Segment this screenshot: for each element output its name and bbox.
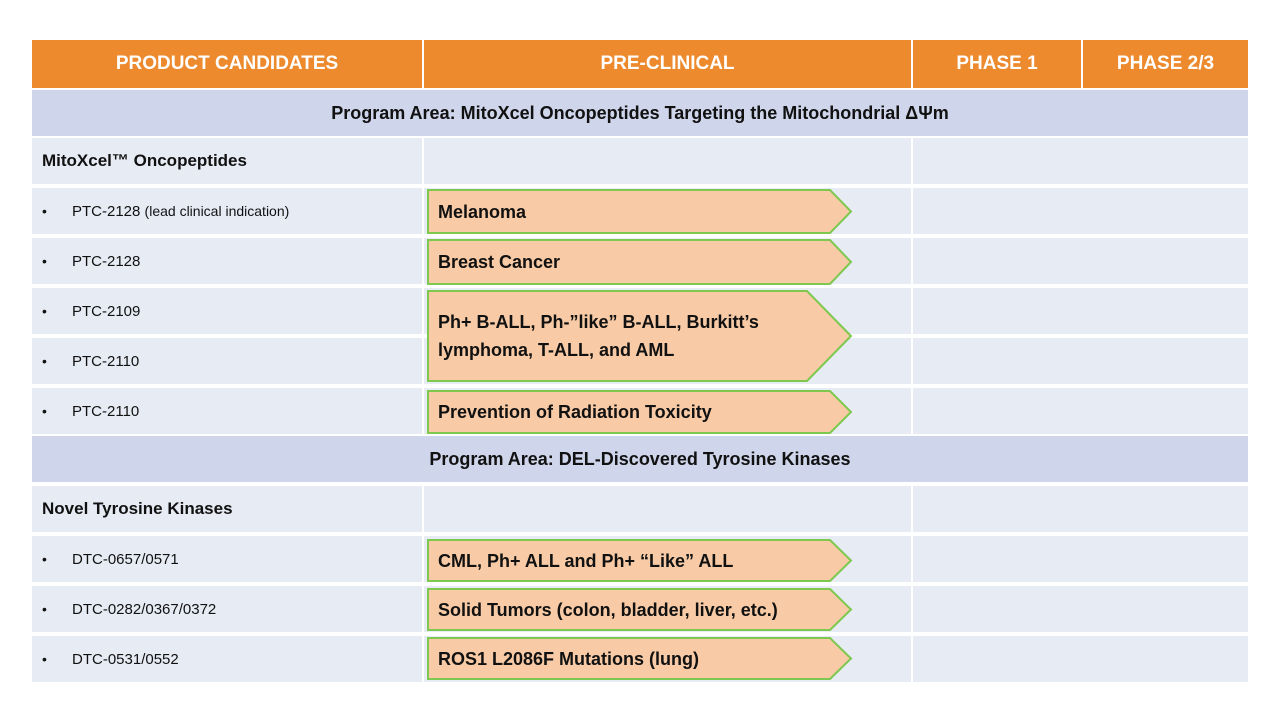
candidate-cell (32, 238, 424, 286)
indication-label: Melanoma (438, 201, 527, 222)
candidate-cell (32, 388, 424, 436)
indication-arrow-melanoma (427, 189, 853, 234)
candidate-cell (32, 288, 424, 336)
bullet-icon: • (42, 203, 47, 219)
candidate-item (42, 601, 216, 618)
phase-cell (913, 338, 1248, 386)
candidate-item (42, 353, 139, 370)
group-label-mitoxcel: MitoXcel™ Oncopeptides (42, 151, 247, 170)
candidate-name: PTC-2110 (72, 402, 140, 420)
candidate-name: DTC-0657/0571 (72, 550, 179, 568)
phase-cell (913, 138, 1248, 186)
candidate-name: PTC-2109 (72, 302, 141, 320)
phase-cell (913, 486, 1248, 534)
candidate-item (42, 403, 139, 420)
phase-cell (913, 188, 1248, 236)
bullet-icon: • (42, 551, 47, 567)
bullet-icon: • (42, 253, 47, 269)
indication-arrow-solid-tumors (427, 588, 853, 631)
candidate-item (42, 253, 140, 270)
candidate-note: (lead clinical indication) (144, 203, 290, 219)
bullet-icon: • (42, 353, 47, 369)
indication-label: Solid Tumors (colon, bladder, liver, etc.) (438, 599, 778, 620)
pre-clinical-cell (424, 486, 913, 534)
header-product-candidates: PRODUCT CANDIDATES (32, 40, 424, 88)
candidate-item (42, 651, 179, 668)
candidate-name: DTC-0531/0552 (72, 650, 179, 668)
indication-arrow-ros1 (427, 637, 853, 680)
candidate-name: PTC-2110 (72, 352, 140, 370)
program-area-1-title: Program Area: MitoXcel Oncopeptides Targeting the Mitochondrial ΔΨm (331, 102, 949, 123)
header-phase-2-3: PHASE 2/3 (1083, 40, 1248, 88)
candidate-cell (32, 586, 424, 634)
phase-cell (913, 388, 1248, 436)
program-area-2-title: Program Area: DEL-Discovered Tyrosine Kinases (429, 448, 851, 469)
candidate-item (42, 551, 179, 568)
bullet-icon: • (42, 651, 47, 667)
bullet-icon: • (42, 403, 47, 419)
group-label-cell (32, 138, 424, 186)
indication-label: CML, Ph+ ALL and Ph+ “Like” ALL (438, 550, 734, 571)
program-area-2-band (32, 436, 1248, 484)
indication-label: Ph+ B-ALL, Ph-”like” B-ALL, Burkitt’s lymphoma, T-ALL, and AML (438, 312, 759, 360)
pre-clinical-cell (424, 138, 913, 186)
candidate-item (42, 303, 140, 320)
group-label-cell (32, 486, 424, 534)
table-row (32, 138, 1248, 186)
table-row (32, 486, 1248, 534)
phase-cell (913, 238, 1248, 286)
phase-cell (913, 586, 1248, 634)
header-phase-1: PHASE 1 (913, 40, 1083, 88)
candidate-name: PTC-2128 (72, 202, 141, 220)
candidate-name: DTC-0282/0367/0372 (72, 600, 217, 618)
candidate-cell (32, 636, 424, 684)
bullet-icon: • (42, 303, 47, 319)
indication-arrow-radiation-toxicity (427, 390, 853, 434)
indication-label: ROS1 L2086F Mutations (lung) (438, 648, 700, 669)
indication-arrow-cml (427, 539, 853, 582)
phase-cell (913, 536, 1248, 584)
indication-label: Prevention of Radiation Toxicity (438, 402, 712, 422)
group-label-tyrosine-kinases: Novel Tyrosine Kinases (42, 499, 233, 518)
bullet-icon: • (42, 601, 47, 617)
header-pre-clinical: PRE-CLINICAL (424, 40, 913, 88)
phase-cell (913, 288, 1248, 336)
indication-arrow-leukemia (427, 290, 853, 382)
indication-arrow-breast-cancer (427, 239, 853, 285)
candidate-cell (32, 338, 424, 386)
candidate-cell (32, 536, 424, 584)
phase-cell (913, 636, 1248, 684)
program-area-1-band (32, 90, 1248, 138)
candidate-item (42, 203, 289, 220)
candidate-cell (32, 188, 424, 236)
candidate-name: PTC-2128 (72, 252, 141, 270)
indication-label: Breast Cancer (438, 252, 561, 272)
